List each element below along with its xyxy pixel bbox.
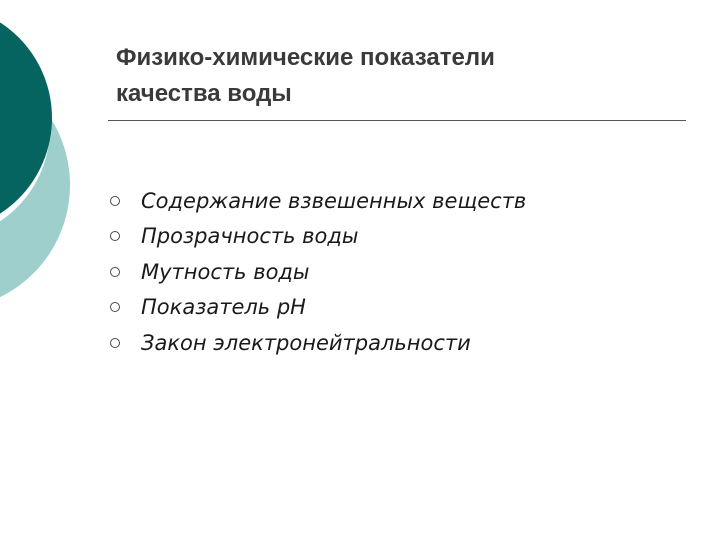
bullet-item (110, 254, 526, 290)
decorative-circles (0, 0, 120, 300)
bullet-list (110, 183, 526, 361)
circle-bullet-icon (110, 267, 120, 277)
bullet-text: Содержание взвешенных веществ (141, 188, 527, 213)
title-divider (108, 120, 686, 121)
bullet-text: Прозрачность воды (141, 224, 359, 249)
title-line-1: Физико-химические показатели (116, 44, 495, 71)
circle-bullet-icon (110, 231, 120, 241)
bullet-text: Закон электронейтральности (141, 330, 471, 355)
bullet-item (110, 183, 526, 219)
bullet-item (110, 290, 526, 326)
bullet-item (110, 325, 526, 361)
bullet-text: Показатель pH (141, 295, 306, 320)
title-line-2: качества воды (116, 80, 292, 107)
slide-title (116, 40, 696, 112)
bullet-item (110, 219, 526, 255)
bullet-text: Мутность воды (141, 259, 310, 284)
circle-bullet-icon (110, 338, 120, 348)
circle-bullet-icon (110, 302, 120, 312)
circle-bullet-icon (110, 196, 120, 206)
